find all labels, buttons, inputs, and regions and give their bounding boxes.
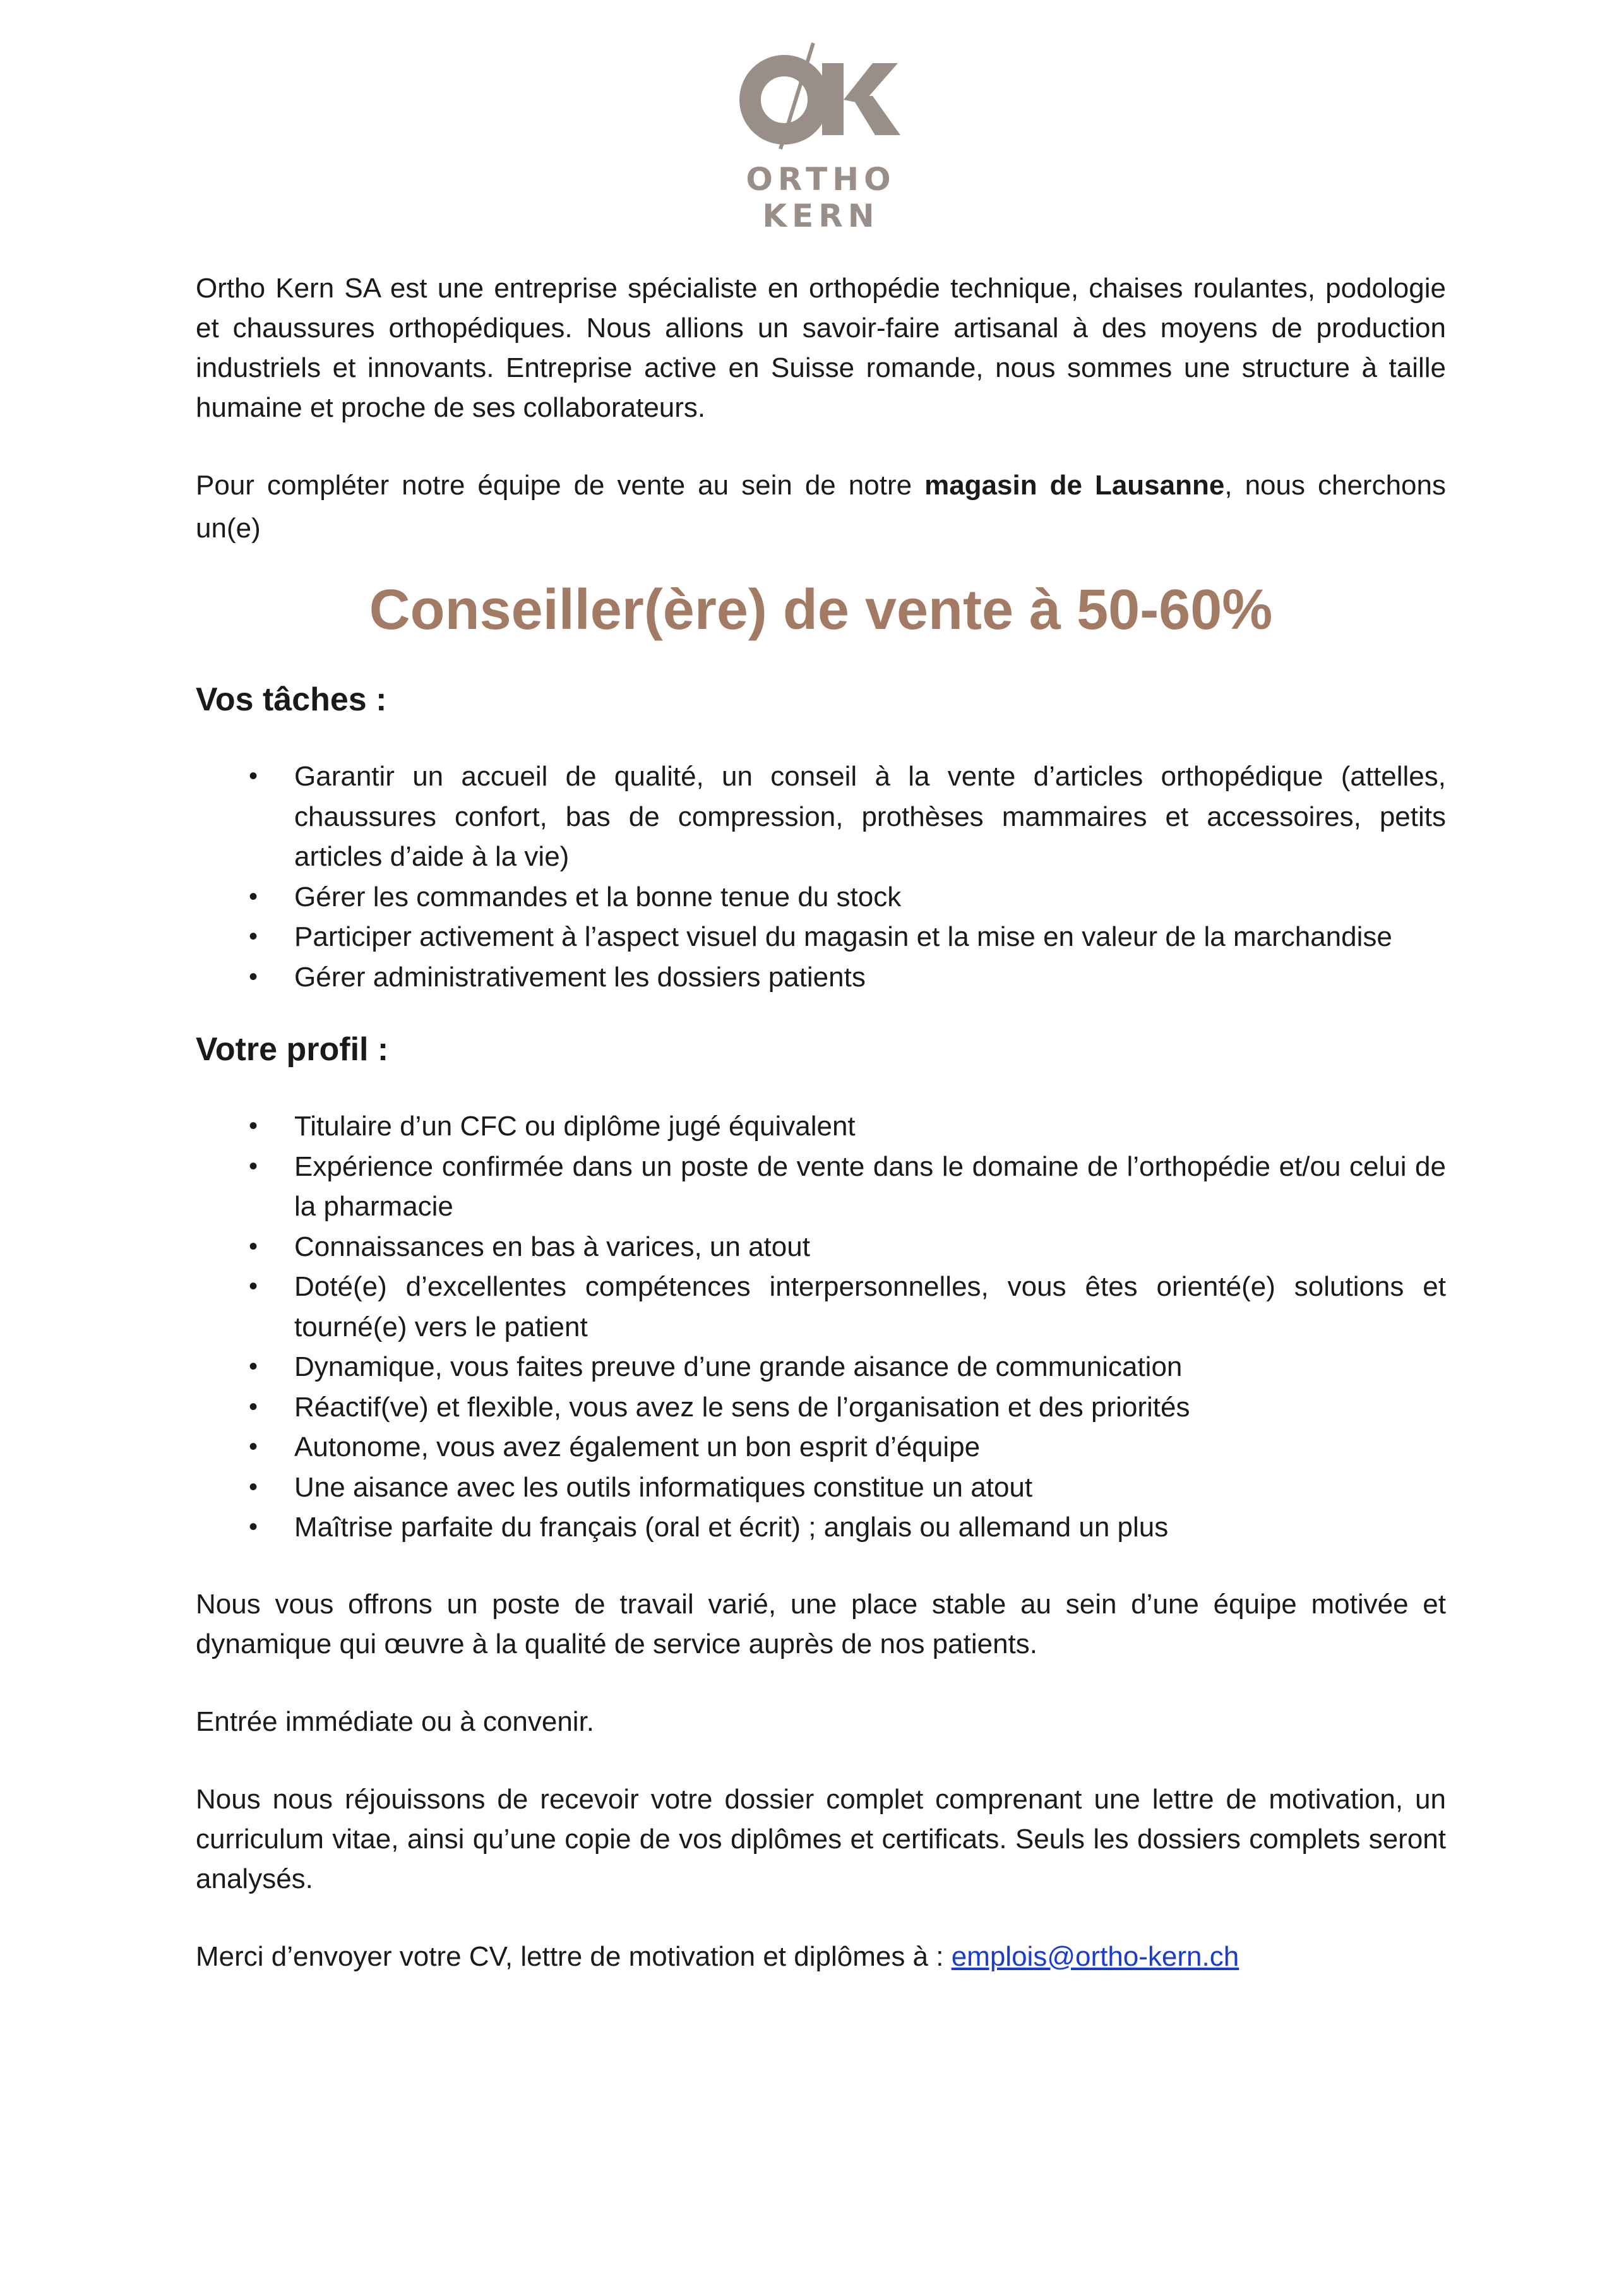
bullet-icon: • [249, 1232, 258, 1260]
bullet-icon: • [249, 923, 258, 950]
search-paragraph [196, 464, 1446, 550]
contact-text: Merci d’envoyer votre CV, lettre de motivation et diplômes à : [196, 1940, 952, 1972]
job-title: Conseiller(ère) de vente à 50-60% [369, 578, 1273, 642]
tasks-list [196, 756, 1446, 997]
document-body [196, 268, 1446, 1976]
list-item [196, 1467, 1446, 1508]
search-text-before: Pour compléter notre équipe de vente au sein de notre [196, 470, 925, 501]
store-location: magasin de Lausanne [924, 470, 1225, 501]
profile-text: Expérience confirmée dans un poste de vente dans le domaine de l’orthopédie et/ou celui de la pharmacie [294, 1150, 1446, 1222]
profile-text: Dynamique, vous faites preuve d’une grande aisance de communication [294, 1351, 1183, 1382]
bullet-icon: • [249, 1112, 258, 1140]
list-item [196, 1387, 1446, 1428]
profile-text: Réactif(ve) et flexible, vous avez le sens de l’organisation et des priorités [294, 1391, 1190, 1423]
profile-list [196, 1106, 1446, 1548]
ok-logo-mark-icon [739, 38, 903, 152]
task-text: Gérer administrativement les dossiers patients [294, 961, 866, 993]
offer-paragraph: Nous vous offrons un poste de travail varié, une place stable au sein d’une équipe motivée et dynamique qui œuvre à la qualité de service auprès de nos patients. [196, 1588, 1446, 1659]
profile-text: Titulaire d’un CFC ou diplôme jugé équivalent [294, 1111, 856, 1142]
company-name: ORTHO KERN [746, 161, 896, 234]
intro-paragraph: Ortho Kern SA est une entreprise spécialiste en orthopédie technique, chaises roulantes, podologie et chaussures orthopédiques. Nous allions un savoir-faire artisanal à des moyens de production industriels et innovants. Entreprise active en Suisse romande, nous sommes une structure à taille humaine et proche de ses collaborateurs. [196, 273, 1446, 423]
bullet-icon: • [249, 1513, 258, 1541]
list-item [196, 1267, 1446, 1347]
list-item [196, 1147, 1446, 1227]
list-item [196, 877, 1446, 917]
bullet-icon: • [249, 1473, 258, 1501]
list-item [196, 957, 1446, 998]
profile-text: Une aisance avec les outils informatiques constitue un atout [294, 1471, 1033, 1503]
contact-paragraph [196, 1937, 1446, 1976]
list-item [196, 756, 1446, 877]
profile-text: Connaissances en bas à varices, un atout [294, 1231, 810, 1262]
company-logo [682, 32, 960, 234]
profile-text: Maîtrise parfaite du français (oral et écrit) ; anglais ou allemand un plus [294, 1512, 1169, 1543]
bullet-icon: • [249, 1272, 258, 1300]
profile-text: Doté(e) d’excellentes compétences interpersonnelles, vous êtes orienté(e) solutions et tourné(e) vers le patient [294, 1271, 1446, 1342]
list-item [196, 917, 1446, 957]
application-paragraph: Nous nous réjouissons de recevoir votre dossier complet comprenant une lettre de motivation, un curriculum vitae, ainsi qu’une copie de vos diplômes et certificats. Seuls les dossiers complets seront analysés. [196, 1783, 1446, 1894]
bullet-icon: • [249, 962, 258, 991]
bullet-icon: • [249, 1392, 258, 1421]
list-item [196, 1507, 1446, 1548]
bullet-icon: • [249, 1353, 258, 1380]
task-text: Participer activement à l’aspect visuel du magasin et la mise en valeur de la marchandise [294, 921, 1392, 952]
task-text: Gérer les commandes et la bonne tenue du stock [294, 881, 902, 912]
task-text: Garantir un accueil de qualité, un conseil à la vente d’articles orthopédique (attelles, chaussures confort, bas de compression, prothèses mammaires et accessoires, petits articles d’aide à la vie) [294, 761, 1446, 872]
list-item [196, 1427, 1446, 1467]
tasks-heading: Vos tâches : [196, 681, 387, 718]
profile-heading: Votre profil : [196, 1031, 389, 1068]
email-link[interactable]: emplois@ortho-kern.ch [951, 1940, 1239, 1972]
bullet-icon: • [249, 1433, 258, 1461]
bullet-icon: • [249, 762, 258, 790]
list-item [196, 1106, 1446, 1147]
list-item [196, 1227, 1446, 1267]
bullet-icon: • [249, 1152, 258, 1180]
entry-paragraph: Entrée immédiate ou à convenir. [196, 1706, 595, 1737]
bullet-icon: • [249, 882, 258, 911]
search-text-after: , nous cherchons un(e) [196, 470, 1446, 544]
list-item [196, 1347, 1446, 1387]
profile-text: Autonome, vous avez également un bon esprit d’équipe [294, 1431, 981, 1462]
